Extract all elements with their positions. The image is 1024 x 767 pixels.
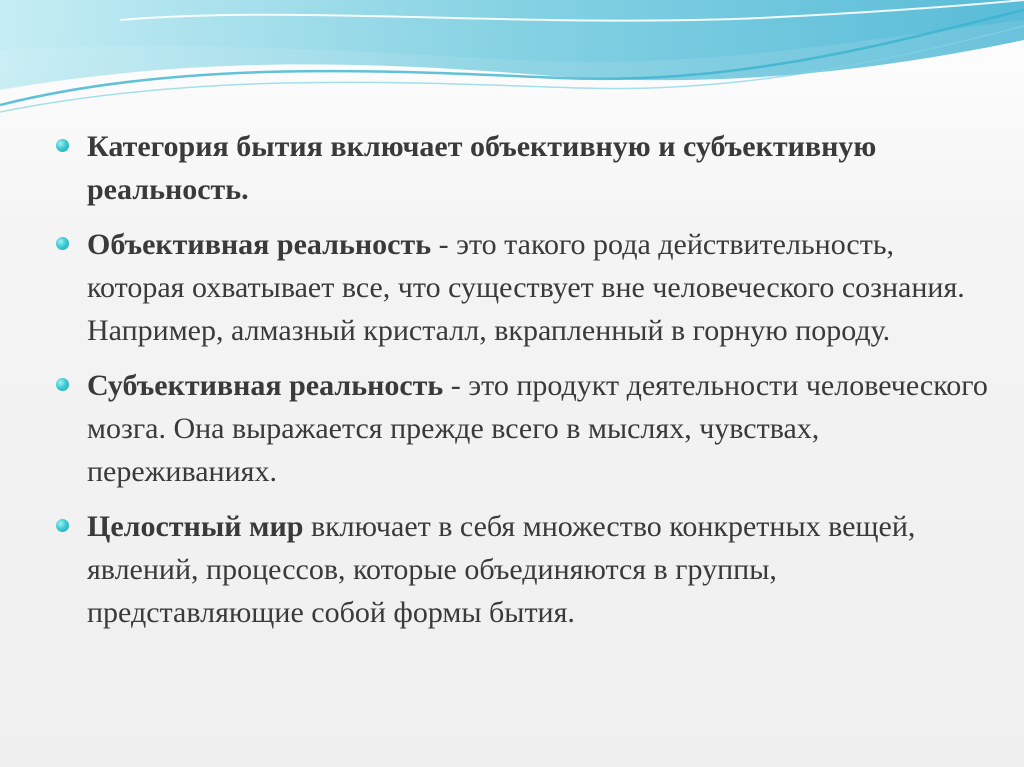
bullet-term: Объективная реальность [87,228,432,261]
bullet-item-objective-reality [52,223,992,352]
bullet-item-whole-world [52,505,992,634]
bullet-text: - это продукт деятельности человеческого мозга. Она выражается прежде всего в мыслях, чувствах, переживаниях. [87,369,988,488]
bullet-dot-icon [56,519,69,532]
bullet-term: Субъективная реальность [87,369,444,402]
bullet-list [52,125,992,646]
bullet-dot-icon [56,378,69,391]
bullet-text: - это такого рода действительность, которая охватывает все, что существует вне человеческого сознания. Например, алмазный кристалл, вкрапленный в горную породу. [87,228,965,347]
bullet-term: Категория бытия включает объективную и субъективную реальность. [87,130,877,206]
bullet-item-being-category [52,125,992,211]
bullet-dot-icon [56,237,69,250]
bullet-text: включает в себя множество конкретных вещей, явлений, процессов, которые объединяются в группы, представляющие собой формы бытия. [87,510,916,629]
bullet-item-subjective-reality [52,364,992,493]
bullet-term: Целостный мир [87,510,304,543]
decorative-wave-banner [0,0,1024,130]
bullet-dot-icon [56,139,69,152]
